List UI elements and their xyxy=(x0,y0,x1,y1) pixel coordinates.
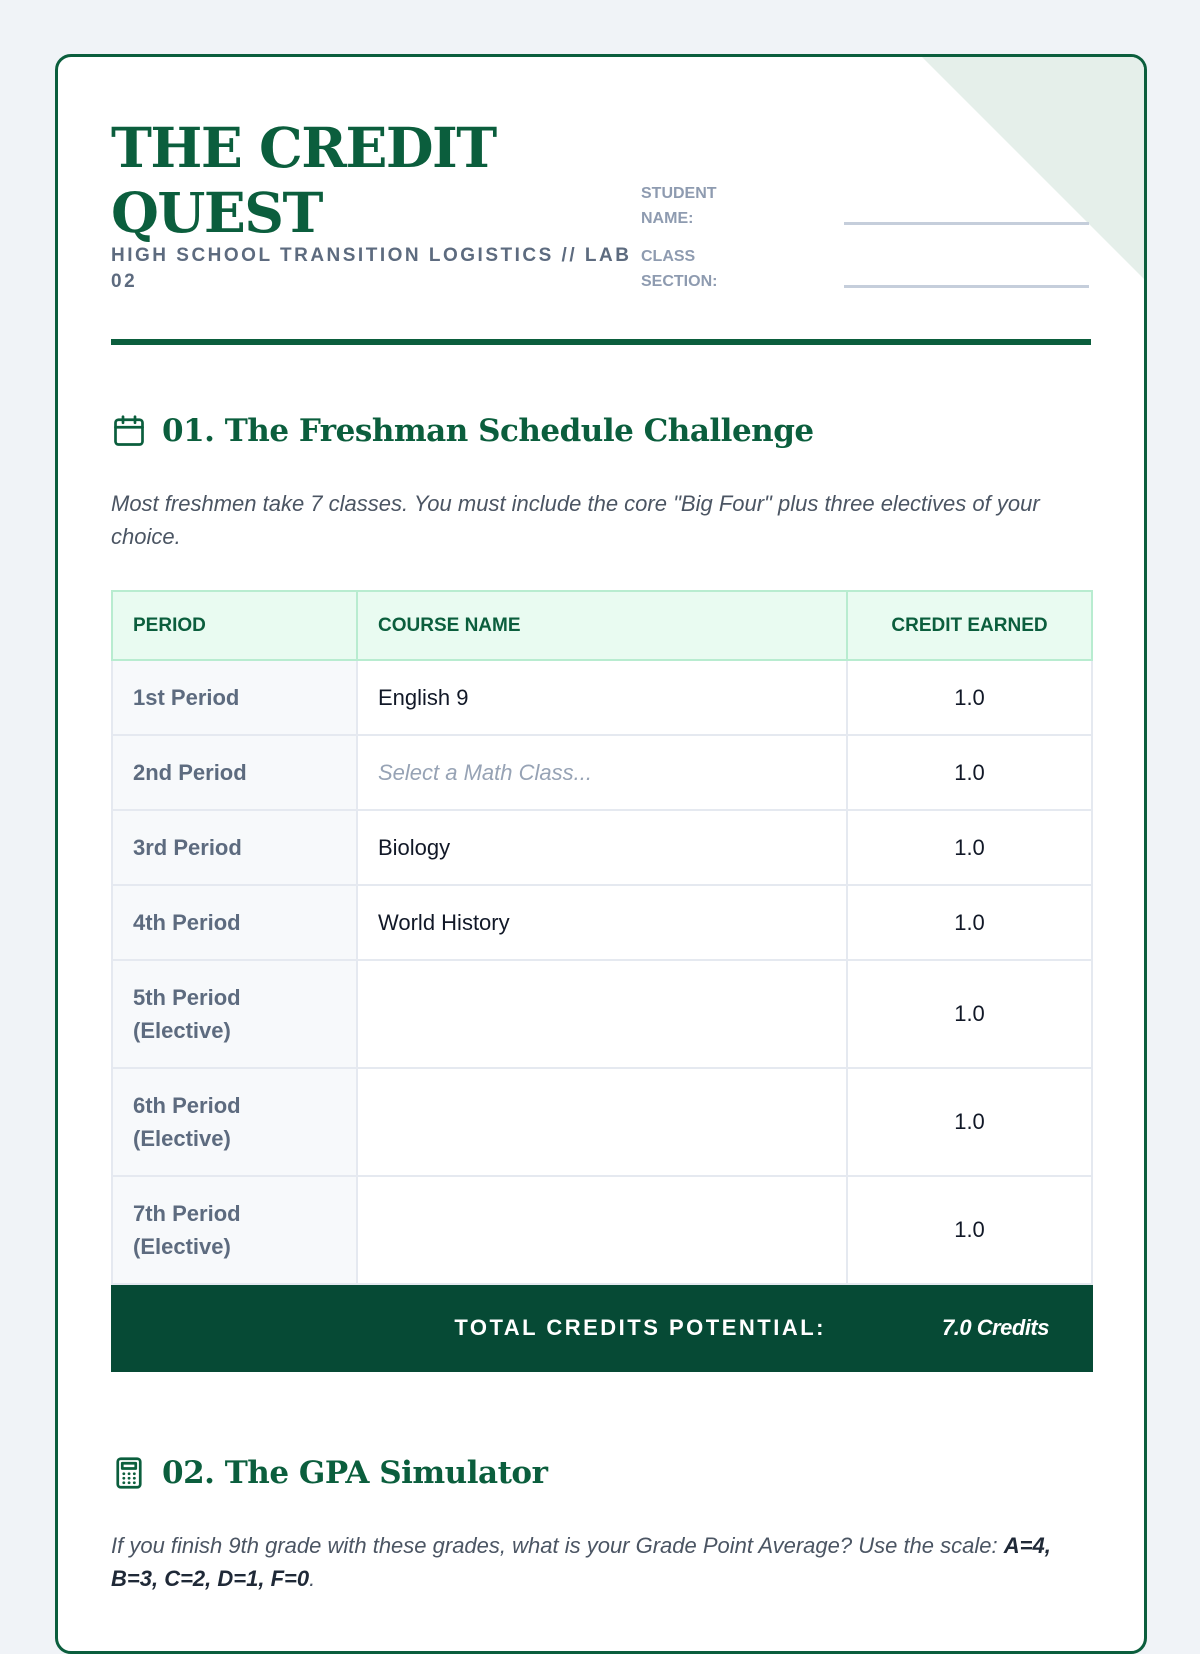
column-header-course-name: COURSE NAME xyxy=(357,591,847,660)
section-1-heading xyxy=(111,411,814,451)
period-cell: 2nd Period xyxy=(112,735,357,810)
gpa-scale: A=4, B=3, C=2, D=1, F=0 xyxy=(111,1533,1051,1591)
total-credits-row xyxy=(112,1284,1092,1371)
total-credits-label: TOTAL CREDITS POTENTIAL: xyxy=(112,1284,847,1371)
credit-cell: 1.0 xyxy=(847,660,1092,735)
elective-course-field[interactable] xyxy=(357,1176,847,1284)
course-cell[interactable]: Biology xyxy=(357,810,847,885)
period-cell: 1st Period xyxy=(112,660,357,735)
credit-cell: 1.0 xyxy=(847,810,1092,885)
table-row xyxy=(112,960,1092,1068)
period-cell: 7th Period (Elective) xyxy=(112,1176,357,1284)
column-header-credit-earned: CREDIT EARNED xyxy=(847,591,1092,660)
table-row xyxy=(112,810,1092,885)
student-name-field[interactable] xyxy=(844,222,1089,225)
section-2-heading xyxy=(111,1453,547,1493)
table-row xyxy=(112,660,1092,735)
class-section-label: CLASS SECTION: xyxy=(641,248,718,290)
corner-fold-decoration xyxy=(922,57,1144,279)
credit-cell: 1.0 xyxy=(847,960,1092,1068)
gpa-description-end: . xyxy=(309,1566,316,1591)
table-row xyxy=(112,1176,1092,1284)
period-cell: 6th Period (Elective) xyxy=(112,1068,357,1176)
student-name-label: STUDENT NAME: xyxy=(641,185,717,227)
section-1-description: Most freshmen take 7 classes. You must include the core "Big Four" plus three electives of your choice. xyxy=(111,491,1040,549)
page-subtitle: HIGH SCHOOL TRANSITION LOGISTICS // LAB 02 xyxy=(111,245,632,292)
course-cell[interactable]: English 9 xyxy=(357,660,847,735)
header-divider xyxy=(111,339,1091,345)
calculator-icon xyxy=(111,1455,147,1491)
table-header-row xyxy=(112,591,1092,660)
section-1-title: 01. The Freshman Schedule Challenge xyxy=(162,413,814,449)
period-cell: 4th Period xyxy=(112,885,357,960)
calendar-icon xyxy=(111,413,147,449)
period-cell: 3rd Period xyxy=(112,810,357,885)
gpa-description-text: If you finish 9th grade with these grades, what is your Grade Point Average? Use the scale: xyxy=(111,1533,1004,1558)
elective-course-field[interactable] xyxy=(357,1068,847,1176)
math-class-select[interactable]: Select a Math Class... xyxy=(357,735,847,810)
table-row xyxy=(112,1068,1092,1176)
section-2-title: 02. The GPA Simulator xyxy=(162,1455,548,1491)
table-row xyxy=(112,885,1092,960)
total-credits-value: 7.0 Credits xyxy=(847,1284,1092,1371)
class-section-field[interactable] xyxy=(844,285,1089,288)
credit-cell: 1.0 xyxy=(847,1176,1092,1284)
section-2-description xyxy=(111,1529,1091,1595)
worksheet-card xyxy=(55,54,1147,1654)
course-cell[interactable]: World History xyxy=(357,885,847,960)
table-row xyxy=(112,735,1092,810)
schedule-table xyxy=(111,590,1093,1372)
credit-cell: 1.0 xyxy=(847,885,1092,960)
period-cell: 5th Period (Elective) xyxy=(112,960,357,1068)
credit-cell: 1.0 xyxy=(847,735,1092,810)
credit-cell: 1.0 xyxy=(847,1068,1092,1176)
elective-course-field[interactable] xyxy=(357,960,847,1068)
page-title: THE CREDIT QUEST xyxy=(111,115,496,245)
column-header-period: PERIOD xyxy=(112,591,357,660)
